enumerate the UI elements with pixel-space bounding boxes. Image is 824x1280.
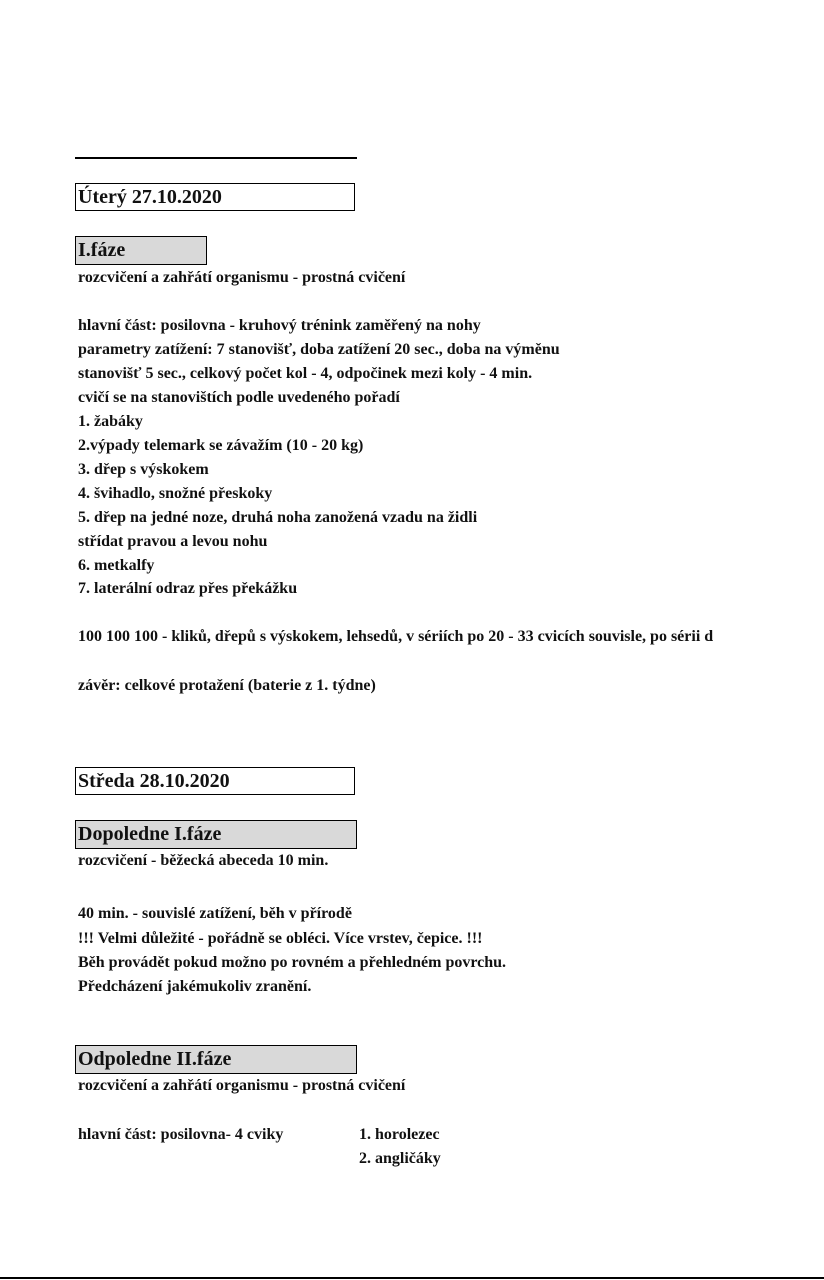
wednesday-afternoon-main-text: hlavní část: posilovna- 4 cviky	[78, 1126, 284, 1143]
tuesday-phase-1-header: I.fáze	[75, 236, 207, 265]
tuesday-parameters-line-2: stanovišť 5 sec., celkový počet kol - 4, odpočinek mezi koly - 4 min.	[78, 365, 533, 382]
exercise-list-item: 4. švihadlo, snožné přeskoky	[78, 485, 273, 502]
tuesday-warmup-text: rozcvičení a zahřátí organismu - prostná cvičení	[78, 269, 406, 286]
bottom-rule	[0, 1277, 824, 1279]
top-rule	[75, 157, 357, 159]
exercise-list-item: 7. laterální odraz přes překážku	[78, 580, 298, 597]
wednesday-morning-warmup: rozcvičení - běžecká abeceda 10 min.	[78, 852, 329, 869]
exercise-list-item: 1. žabáky	[78, 413, 143, 430]
exercise-list-item: 6. metkalfy	[78, 557, 155, 574]
wednesday-surface-note: Běh provádět pokud možno po rovném a přehledném povrchu.	[78, 954, 507, 971]
wednesday-date-header: Středa 28.10.2020	[75, 767, 355, 795]
exercise-list-item: 2.výpady telemark se závažím (10 - 20 kg)	[78, 437, 364, 454]
wednesday-important-note: !!! Velmi důležité - pořádně se obléci. Více vrstev, čepice. !!!	[78, 930, 483, 947]
exercise-list-item: 5. dřep na jedné noze, druhá noha zanožená vzadu na židli	[78, 509, 478, 526]
tuesday-date-header: Úterý 27.10.2020	[75, 183, 355, 211]
tuesday-finish-text: závěr: celkové protažení (baterie z 1. týdne)	[78, 677, 376, 694]
wednesday-morning-header: Dopoledne I.fáze	[75, 820, 357, 849]
exercise-list-item: 1. horolezec	[359, 1126, 440, 1143]
exercise-list-item: střídat pravou a levou nohu	[78, 533, 268, 550]
tuesday-parameters-line-1: parametry zatížení: 7 stanovišť, doba zatížení 20 sec., doba na výměnu	[78, 341, 560, 358]
wednesday-afternoon-warmup: rozcvičení a zahřátí organismu - prostná cvičení	[78, 1077, 406, 1094]
exercise-list-item: 3. dřep s výskokem	[78, 461, 209, 478]
wednesday-injury-note: Předcházení jakémukoliv zranění.	[78, 978, 312, 995]
tuesday-hundreds-text: 100 100 100 - kliků, dřepů s výskokem, lehsedů, v sériích po 20 - 33 cvicích souvisle, po sérii d	[78, 628, 714, 645]
exercise-list-item: 2. angličáky	[359, 1150, 441, 1167]
tuesday-order-note: cvičí se na stanovištích podle uvedeného pořadí	[78, 389, 400, 406]
tuesday-main-part-text: hlavní část: posilovna - kruhový trénink zaměřený na nohy	[78, 317, 481, 334]
wednesday-run-text: 40 min. - souvislé zatížení, běh v přírodě	[78, 905, 352, 922]
wednesday-afternoon-header: Odpoledne II.fáze	[75, 1045, 357, 1074]
